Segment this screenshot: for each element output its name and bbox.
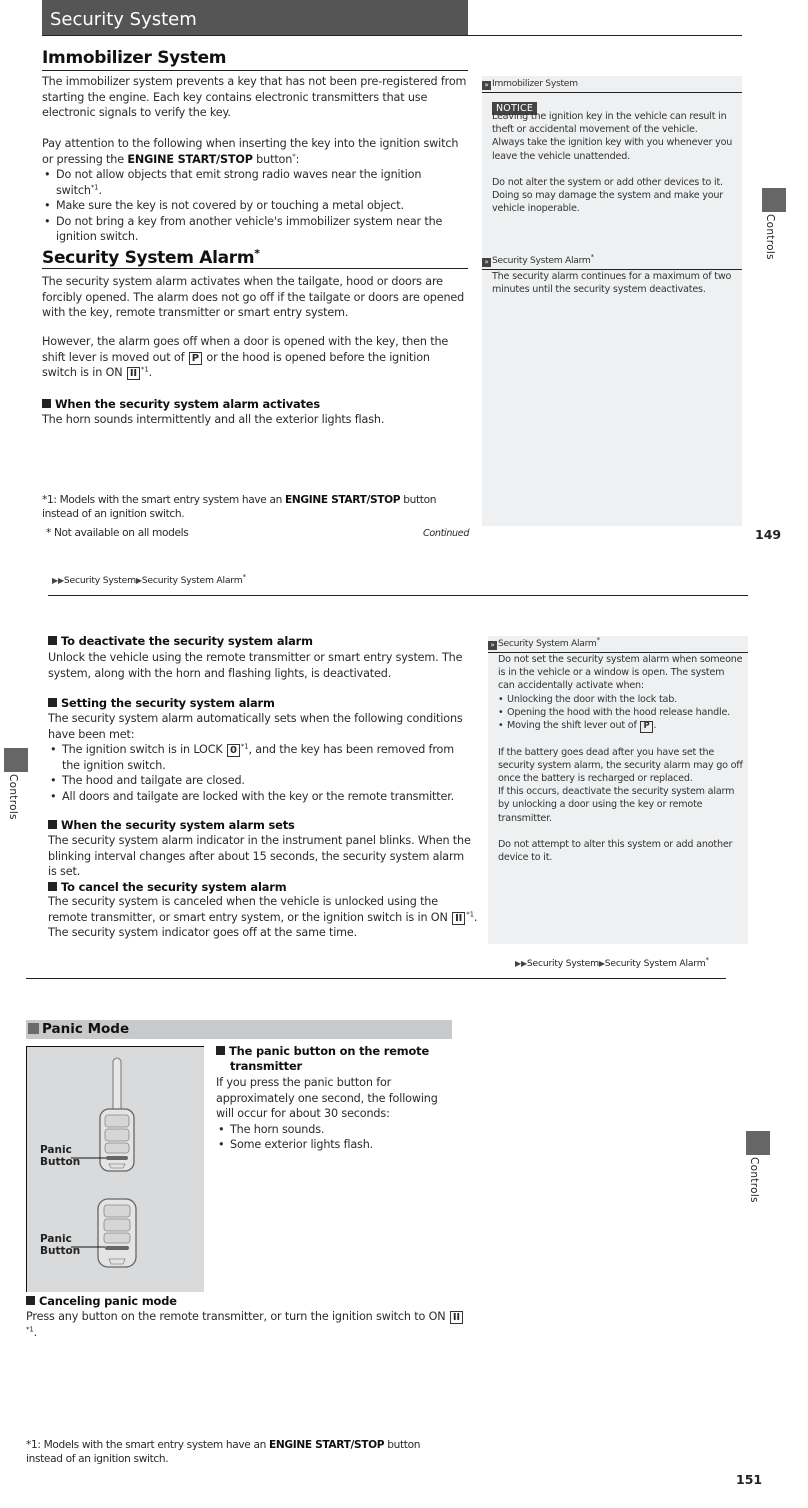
footer-rule	[26, 978, 726, 979]
smart-key-fob-icon	[71, 1199, 136, 1267]
setting-bullets	[48, 742, 474, 804]
list-item: • Make sure the key is not covered by or touching a metal object.	[42, 198, 468, 214]
breadcrumb-item[interactable]: Security System	[526, 958, 599, 969]
alarm-para1: The security system alarm activates when the tailgate, hood or doors are forcibly opened. The alarm does not go off if the tailgate or doors are opened with the key, remote transmitter or smart entry system.	[42, 275, 465, 319]
controls-tab-block[interactable]	[762, 188, 786, 212]
not-available-note: * Not available on all models	[46, 527, 189, 539]
key-fob-illustration	[26, 1046, 204, 1292]
panic-button-label: Panic Button	[40, 1144, 81, 1168]
breadcrumb-item[interactable]: Security System Alarm	[604, 958, 706, 969]
panic-button-heading: The panic button on the remote transmitter	[216, 1044, 446, 1074]
section-banner	[42, 0, 468, 36]
side-panel-title: » Security System Alarm*	[482, 253, 742, 270]
reference-icon: »	[488, 641, 497, 650]
immobilizer-para2: Pay attention to the following when inserting the key into the ignition switch or pressing the ENGINE START/STOP button*: • Do not allow objects that emit strong radio waves near the ignition switch$^{*1}$. • Make sure the key is not covered by or touching a metal object. • Do not bring a key from another vehicle's immobilizer system near the ignition switch.	[42, 136, 468, 245]
immobilizer-bullets	[42, 167, 468, 245]
alarm-para2: However, the alarm goes off when a door is opened with the key, then the shift lever is moved out of P or the hood is opened before the ignition switch is in ON II $^{*1}$.	[42, 335, 449, 379]
square-bullet-icon	[48, 882, 57, 891]
square-bullet-icon	[28, 1023, 39, 1034]
alarm-heading: Security System Alarm*	[42, 247, 260, 268]
page-number: 151	[736, 1472, 763, 1487]
list-item: • The horn sounds.	[216, 1122, 452, 1138]
panic-button-icon	[106, 1156, 128, 1160]
controls-tab-block[interactable]	[4, 748, 28, 772]
side-panel-title: » Security System Alarm*	[488, 636, 748, 653]
square-bullet-icon	[48, 820, 57, 829]
alarm-activates-text: The horn sounds intermittently and all the exterior lights flash.	[42, 413, 385, 426]
shift-p-icon: P	[640, 721, 652, 733]
list-item: • Moving the shift lever out of P .	[498, 719, 743, 733]
panic-button-text: If you press the panic button for approximately one second, the following will occur for about 30 seconds: • The horn sounds. • Some exterior lights flash.	[216, 1075, 452, 1153]
square-bullet-icon	[26, 1296, 35, 1305]
banner-rule	[42, 35, 742, 36]
sets-text: The security system alarm indicator in the instrument panel blinks. When the blinking interval changes after about 15 seconds, the security system alarm is set.	[48, 834, 471, 878]
key-with-blade-icon	[71, 1058, 134, 1171]
breadcrumb: ▶▶Security System▶Security System Alarm*	[52, 572, 246, 586]
breadcrumb-arrow-icon: ▶	[135, 576, 142, 585]
list-item: • Do not allow objects that emit strong radio waves near the ignition switch$^{*1}$.	[42, 167, 468, 198]
cancel-text: The security system is canceled when the vehicle is unlocked using the remote transmitter, or smart entry system, or the ignition switch is in ON II $^{*1}$. The security system indicator goes off at the same time.	[48, 895, 478, 939]
list-item: • All doors and tailgate are locked with the key or the remote transmitter.	[48, 789, 474, 805]
section-title: Security System	[50, 9, 197, 30]
breadcrumb-item[interactable]: Security System Alarm	[141, 575, 243, 586]
footer-breadcrumb: ▶▶Security System▶Security System Alarm*	[515, 955, 709, 969]
breadcrumb-rule	[48, 595, 748, 596]
page-number: 149	[755, 527, 782, 542]
controls-tab-block[interactable]	[746, 1131, 770, 1155]
breadcrumb-arrow-icon: ▶▶	[515, 959, 527, 968]
panic-mode-heading: Panic Mode	[26, 1020, 452, 1039]
shift-p-icon: P	[189, 352, 202, 365]
list-item: • Some exterior lights flash.	[216, 1137, 452, 1153]
footnote: *1: Models with the smart entry system have an ENGINE START/STOP button instead of an ignition switch.	[26, 1439, 421, 1465]
canceling-heading: Canceling panic mode	[26, 1294, 177, 1308]
controls-tab-label[interactable]: Controls	[764, 214, 776, 260]
square-bullet-icon	[42, 399, 51, 408]
list-item: • The ignition switch is in LOCK 0 $^{*1}$, and the key has been removed from the ignition switch.	[48, 742, 474, 773]
engine-start-stop-label: ENGINE START/STOP	[127, 152, 253, 166]
immobilizer-heading: Immobilizer System	[42, 48, 227, 68]
controls-tab-label[interactable]: Controls	[748, 1157, 760, 1203]
immobilizer-para1: The immobilizer system prevents a key that has not been pre-registered from starting the engine. Each key contains electronic transmitters that use electronic signals to verify the key.	[42, 75, 467, 119]
cancel-heading: To cancel the security system alarm	[48, 880, 286, 894]
continued-link[interactable]: Continued	[423, 528, 470, 539]
setting-text: The security system alarm automatically sets when the following conditions have been met: • The ignition switch is in LOCK 0 $^{*1}$, and the key has been removed from the ignition switch. • The hood and tailgate are closed. • All doors and tailgate are locked with the key or the remote transmitter.	[48, 711, 474, 804]
breadcrumb-item[interactable]: Security System	[63, 575, 136, 586]
panic-button-label: Panic Button	[40, 1233, 81, 1257]
deactivate-text: Unlock the vehicle using the remote transmitter or smart entry system. The system, along with the horn and flashing lights, is deactivated.	[48, 651, 463, 680]
ignition-on-icon: II	[452, 912, 465, 925]
ignition-lock-icon: 0	[227, 744, 240, 757]
ignition-on-icon: II	[450, 1311, 463, 1324]
canceling-text: Press any button on the remote transmitter, or turn the ignition switch to ON II$^{*1}$.	[26, 1309, 466, 1340]
side-panel-text: Do not set the security system alarm when someone is in the vehicle or a window is open. The system can accidentally activate when: • Unlocking the door with the lock tab. • Opening the hood with the hood release handle. • Moving the shift lever out of P . If the battery goes dead after you have set the security system alarm, the security alarm may go off once the battery is recharged or replaced. If this occurs, deactivate the security system alarm by unlocking a door using the key or remote transmitter. Do not attempt to alter this system or add another device to it.	[498, 653, 743, 864]
reference-icon: »	[482, 81, 491, 90]
list-item: • Opening the hood with the hood release handle.	[498, 706, 743, 719]
square-bullet-icon	[216, 1046, 225, 1055]
heading-rule	[42, 268, 468, 269]
panic-button-icon	[105, 1246, 129, 1250]
square-bullet-icon	[48, 636, 57, 645]
breadcrumb-arrow-icon: ▶	[598, 959, 605, 968]
side-panel-title: » Immobilizer System	[482, 76, 742, 93]
list-item: • Unlocking the door with the lock tab.	[498, 693, 743, 706]
notice-text: Leaving the ignition key in the vehicle can result in theft or accidental movement of the vehicle. Always take the ignition key with you whenever you leave the vehicle unattended. Do not alter the system or add other devices to it. Doing so may damage the system and make your vehicle inoperable.	[492, 111, 733, 215]
square-bullet-icon	[48, 698, 57, 707]
heading-rule	[42, 70, 468, 71]
setting-heading: Setting the security system alarm	[48, 696, 275, 710]
footnote: *1: Models with the smart entry system have an ENGINE START/STOP button instead of an ignition switch.	[42, 494, 437, 520]
alarm-activates-heading: When the security system alarm activates	[42, 397, 320, 411]
breadcrumb-arrow-icon: ▶▶	[52, 576, 64, 585]
side-panel-text: The security alarm continues for a maximum of two minutes until the security system deactivates.	[492, 271, 732, 296]
list-item: • The hood and tailgate are closed.	[48, 773, 474, 789]
list-item: • Do not bring a key from another vehicle's immobilizer system near the ignition switch.	[42, 214, 468, 245]
controls-tab-label[interactable]: Controls	[7, 774, 19, 820]
sets-heading: When the security system alarm sets	[48, 818, 295, 832]
reference-icon: »	[482, 258, 491, 267]
ignition-on-icon: II	[127, 367, 140, 380]
notice-badge: NOTICE	[492, 96, 537, 115]
deactivate-heading: To deactivate the security system alarm	[48, 634, 313, 648]
